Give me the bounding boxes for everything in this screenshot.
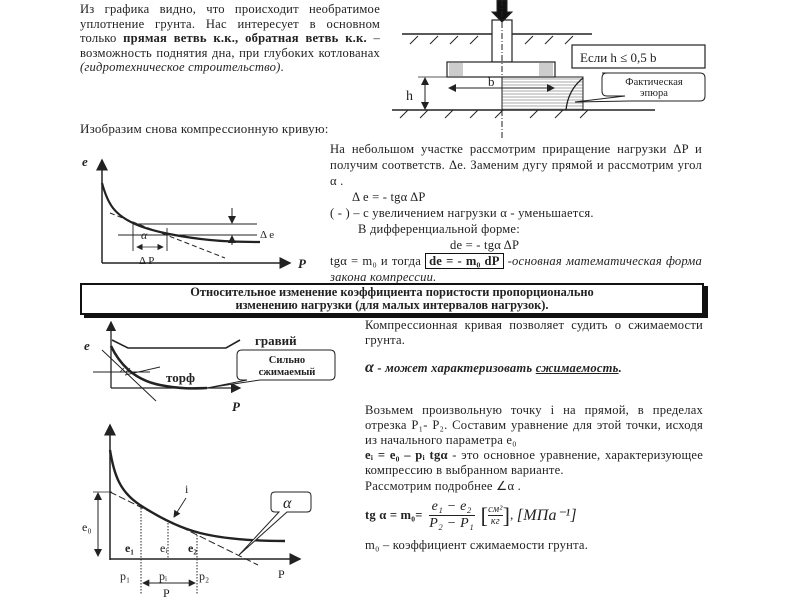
- pi-label: pᵢ: [159, 569, 167, 583]
- italic-text: (гидротехническое строительство): [80, 60, 281, 75]
- p1-label: p₁: [120, 569, 131, 583]
- formula-label: tg α = m₀=: [365, 508, 423, 523]
- gravel-label: гравий: [255, 333, 297, 348]
- text: – возможность поднятия дна, при глубоких котлованах: [80, 31, 380, 60]
- p-axis-label: P: [278, 567, 285, 581]
- right-block-2: Компрессионная кривая позволяет судить о сжимаемости грунта. α - может характеризовать сжимаемость. Возьмем произвольную точку i на прямой, в пределах отрезка P₁- P₂. Составим уравнение для этой точки, исходя из начального параметра e₀ eᵢ = e₀ – pᵢ tgα - это основное уравнение, характеризующее компрессию в выбранном варианте. Рассмотрим подробнее ∠α . tg α = m₀= $\frac{\text{e₁ − e₂}}{\text{P₂ − P₁}}$ [ см² кг ] , [МПа⁻¹] m₀ – коэффициент сжимаемости грунта.: [365, 318, 704, 552]
- text: Рассмотрим подробнее ∠α .: [365, 478, 522, 493]
- p-axis-label: P: [298, 256, 306, 271]
- p2-label: p₂: [199, 569, 210, 583]
- compression-curve-1: [102, 160, 290, 263]
- alpha-label: α: [283, 495, 292, 512]
- e1-label: e₁: [125, 541, 134, 555]
- text: m₀ – коэффициент сжимаемости грунта.: [365, 537, 589, 552]
- text: - может характеризовать: [374, 361, 536, 376]
- formula: de = - tgα ΔP: [450, 238, 520, 252]
- banner-line: Относительное изменение коэффициента пористости пропорционально: [190, 285, 594, 299]
- callout-text: сжимаемый: [258, 367, 316, 378]
- h-label: h: [406, 89, 413, 104]
- delta-e-label: Δ e: [260, 229, 275, 241]
- text: .: [280, 60, 284, 75]
- text: Из графика видно, что происходит необратимое уплотнение грунта. Нас интересует в основном только: [80, 2, 380, 46]
- callout-text: эпюра: [640, 88, 668, 99]
- callout-text: Фактическая: [625, 77, 683, 88]
- formula: tgα = m₀ и тогда: [330, 254, 426, 268]
- b-label: b: [488, 74, 495, 89]
- i-label: i: [185, 482, 189, 496]
- banner-line: изменению нагрузки (для малых интервалов нагрузок).: [235, 298, 549, 312]
- intro-line: Изобразим снова компрессионную кривую:: [80, 121, 329, 136]
- text: Возьмем произвольную точку i на прямой, в пределах отрезка P₁- P₂. Составим уравнение для этой точки, исходя из начального параметра e₀: [365, 402, 703, 448]
- tg-formula: tg α = m₀= $\frac{\text{e₁ − e₂}}{\text{P₂ − P₁}}$ [ см² кг ] , [МПа⁻¹]: [365, 499, 577, 532]
- fraction-denominator: P₂ − P₁: [429, 516, 474, 532]
- e2-label: e₂: [188, 541, 197, 555]
- equation: eᵢ = e₀ – pᵢ tgα: [365, 448, 448, 463]
- delta-p-label: Δ P: [139, 255, 155, 267]
- alpha-label: α: [141, 228, 148, 242]
- p-axis-label: P: [232, 399, 240, 414]
- condition-label: Если h ≤ 0,5 b: [580, 50, 657, 65]
- text: На небольшом участке рассмотрим приращение нагрузки ΔP и получим соответств. Δe. Заменим дугу прямой и рассмотрим угол α .: [330, 142, 702, 188]
- heading: В дифференциальной форме:: [358, 222, 520, 236]
- underlined-text: сжимаемость: [535, 361, 619, 376]
- callout-text: Сильно: [268, 355, 306, 366]
- boxed-formula: de = - m₀ dP: [425, 253, 504, 269]
- peat-label: торф: [166, 370, 195, 385]
- italic-text: -основная математическая форма закона компрессии.: [330, 254, 703, 284]
- unit-numerator: см²: [488, 504, 503, 516]
- foundation-diagram: [392, 0, 705, 138]
- e-axis-label: e: [82, 154, 88, 169]
- fraction-numerator: e₁ − e₂: [429, 499, 475, 516]
- bold-text: прямая ветвь к.к., обратная ветвь к.к.: [123, 31, 367, 46]
- text: Компрессионная кривая позволяет судить о сжимаемости грунта.: [365, 318, 703, 348]
- ei-label: eᵢ: [160, 541, 168, 555]
- formula: Δ e = - tgα ΔP: [352, 190, 426, 204]
- text: ( - ) – с увеличением нагрузки α - уменьшается.: [330, 206, 594, 220]
- e0-label: e₀: [82, 520, 92, 534]
- text: - это основное уравнение, характеризующее компрессию в выбранном варианте.: [365, 448, 704, 478]
- e-axis-label: e: [84, 338, 90, 353]
- unit-denominator: кг: [490, 516, 500, 528]
- alpha-symbol: α: [365, 359, 375, 377]
- unit-mpa: [МПа⁻¹]: [516, 507, 577, 525]
- p-interval-label: P: [163, 586, 170, 600]
